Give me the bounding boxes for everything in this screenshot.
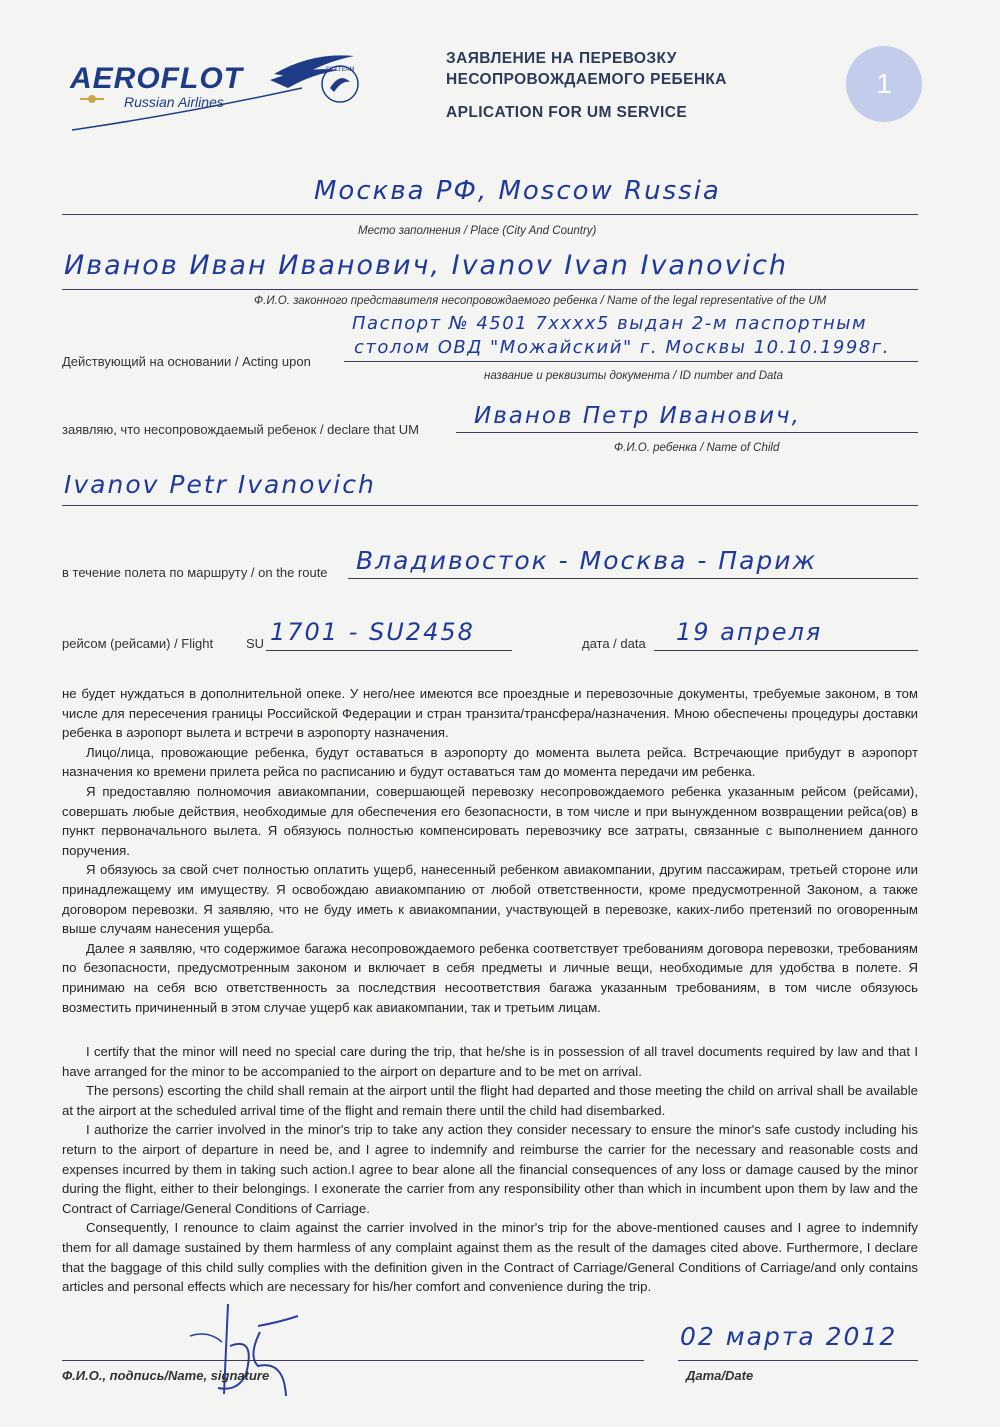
- flight-value: 1701 - SU2458: [270, 618, 475, 646]
- route-value: Владивосток - Москва - Париж: [356, 546, 818, 575]
- child-value-ru: Иванов Петр Иванович,: [474, 403, 801, 429]
- sign-date-caption: Дата/Date: [686, 1368, 754, 1383]
- route-label: в течение полета по маршруту / on the route: [62, 565, 328, 580]
- paragraph-en: I authorize the carrier involved in the minor's trip to take any action they consider necessary to ensure the minor's safe custody including his return to the airport of departure in need be, and I agree to indemnify and reimburse the carrier for the necessary and reasonable costs and expenses incurred by them in taking such action.I agree to bear alone all the financial consequences of any loss or damage caused by the minor during the flight, either to their belongings. I exonerate the carrier from any responsibility other than which in incumbent upon them by law and the Contract of Carriage/General Conditions of Carriage.: [62, 1122, 918, 1216]
- paragraph-ru: Далее я заявляю, что содержимое багажа несопровождаемого ребенка соответствует требованиям договора перевозки, требованиям по безопасности, предусмотренным законом и включает в себя предметы и личные вещи, необходимые для удобства в полете. Я принимаю на себя всю ответственность за последствия несоответствия багажа указанным требованиям, в том числе обязуюсь возместить причиненный в этом случае ущерб как авиакомпании, так и третьим лицам.: [62, 940, 918, 1015]
- signature-line: [62, 1360, 644, 1361]
- child-value-en: Ivanov Petr Ivanovich: [64, 470, 376, 499]
- place-value: Москва РФ, Moscow Russia: [314, 176, 721, 206]
- title-ru-line1: ЗАЯВЛЕНИЕ НА ПЕРЕВОЗКУ: [446, 50, 677, 67]
- paragraph-ru: Лицо/лица, провожающие ребенка, будут оставаться в аэропорту до момента вылета рейса. Встречающие прибудут в аэропорт назначения ко времени прилета рейса по расписанию и будут оставаться там до момента передачи им ребенка.: [62, 744, 918, 780]
- representative-value: Иванов Иван Иванович, Ivanov Ivan Ivanovich: [64, 250, 789, 281]
- paragraph-en: Consequently, I renounce to claim against the carrier involved in the minor's trip for the above-mentioned causes and I agree to indemnify them for all damage sustained by them harmless of any complaint against them as the result of the damages cited above. Furthermore, I declare that the baggage of this child sully complies with the definition given in the Contract of Carriage/General Conditions of Carriage/and only contains articles and personal effects which are necessary for his/her comfort and convenience during the trip.: [62, 1220, 918, 1295]
- title-en: APLICATION FOR UM SERVICE: [446, 104, 688, 121]
- date-label: дата / data: [582, 636, 646, 651]
- title-ru: [446, 48, 727, 90]
- acting-line: [344, 361, 918, 362]
- flight-prefix: SU: [246, 636, 265, 651]
- date-line: [654, 650, 918, 651]
- sign-date-value: 02 марта 2012: [680, 1322, 898, 1351]
- acting-caption: название и реквизиты документа / ID number and Data: [484, 370, 783, 382]
- paragraph-en: The persons) escorting the child shall remain at the airport until the flight had departed and those meeting the child on arrival shall be available at the airport at the scheduled arrival time of the flight and remain there until the child had disembarked.: [62, 1083, 918, 1118]
- child-line: [456, 432, 918, 433]
- declare-label: заявляю, что несопровождаемый ребенок / declare that UM: [62, 422, 419, 437]
- title-ru-line2: НЕСОПРОВОЖДАЕМОГО РЕБЕНКА: [446, 71, 727, 88]
- skyteam-icon: [318, 62, 362, 106]
- flight-line: [266, 650, 512, 651]
- date-value: 19 апреля: [676, 618, 823, 646]
- body-text-ru: [62, 684, 918, 1017]
- skyteam-label: SKYTEAM: [325, 67, 355, 73]
- body-text-en: [62, 1042, 918, 1297]
- child-caption: Ф.И.О. ребенка / Name of Child: [614, 442, 780, 454]
- paragraph-ru: не будет нуждаться в дополнительной опеке. У него/нее имеются все проездные и перевозочные документы, требуемые законом, в том числе для пересечения границы Российской Федерации и стран транзита/трансфера/назначения. Мною обеспечены процедуры доставки ребенка в аэропорт вылета и встречи в аэропорту назначения.: [62, 686, 918, 741]
- paragraph-ru: Я предоставляю полномочия авиакомпании, совершающей перевозку несопровождаемого ребенка указанным рейсом (рейсами), совершать любые действия, необходимые для обеспечения его безопасности, в том числе и при вынужденном возвращении рейса(ов) в пункт первоначального вылета. Я обязуюсь полностью компенсировать перевозчику все затраты, связанные с выполнением данного поручения.: [62, 783, 918, 858]
- signature-caption: Ф.И.О., подпись/Name, signature: [62, 1368, 270, 1383]
- acting-label: Действующий на основании / Acting upon: [62, 354, 311, 369]
- route-line: [348, 578, 918, 579]
- brand-subtitle: Russian Airlines: [124, 94, 224, 110]
- paragraph-ru: Я обязуюсь за свой счет полностью оплатить ущерб, нанесенный ребенком авиакомпании, другим пассажирам, третьей стороне или принадлежащему им имуществу. Я освобождаю авиакомпанию от любой ответственности, кроме предусмотренной Законом, а также договором перевозки. Я заявляю, что не буду иметь к авиакомпании, участвующей в перевозке, каких-либо претензий по оговоренным выше случаям нанесения ущерба.: [62, 862, 918, 937]
- flight-label: рейсом (рейсами) / Flight: [62, 636, 214, 651]
- child-en-line: [62, 505, 918, 506]
- representative-caption: Ф.И.О. законного представителя несопровождаемого ребенка / Name of the legal representative of the UM: [254, 295, 827, 307]
- brand-name: AEROFLOT: [70, 62, 243, 95]
- place-caption: Место заполнения / Place (City And Country): [358, 225, 597, 237]
- paragraph-en: I certify that the minor will need no special care during the trip, that he/she is in possession of all travel documents required by law and that I have arranged for the minor to be accompanied to the airport on departure and to be met on arrival.: [62, 1044, 918, 1079]
- place-line: [62, 214, 918, 215]
- sign-date-line: [678, 1360, 918, 1361]
- signature-icon: [188, 1296, 318, 1406]
- acting-value-line1: Паспорт № 4501 7xxxx5 выдан 2-м паспортным: [352, 313, 868, 334]
- page-number-badge: 1: [846, 46, 922, 122]
- representative-line: [62, 289, 918, 290]
- acting-value-line2: столом ОВД "Можайский" г. Москвы 10.10.1998г.: [354, 337, 890, 358]
